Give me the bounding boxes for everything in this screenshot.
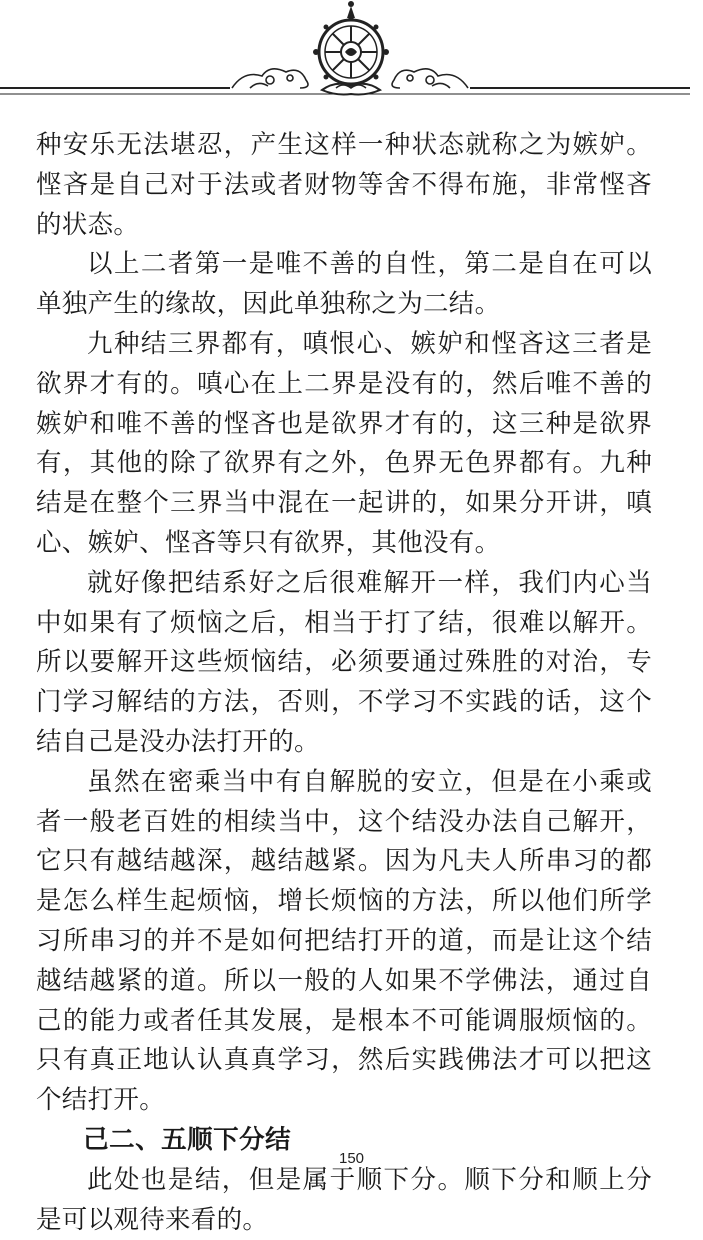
paragraph: 就好像把结系好之后很难解开一样，我们内心当中如果有了烦恼之后，相当于打了结，很难以解开。所以要解开这些烦恼结，必须要通过殊胜的对治，专门学习解结的方法，否则，不学习不实践的话，这个结自己是没办法打开的。 xyxy=(36,567,652,757)
paragraph: 此处也是结，但是属于顺下分。顺下分和顺上分是可以观待来看的。 xyxy=(36,1164,652,1235)
paragraph: 种安乐无法堪忍，产生这样一种状态就称之为嫉妒。悭吝是自己对于法或者财物等舍不得布施，非常悭吝的状态。 xyxy=(36,130,652,240)
page-number: 150 xyxy=(338,1150,365,1167)
page-header xyxy=(0,0,703,110)
paragraph: 以上二者第一是唯不善的自性，第二是自在可以单独产生的缘故，因此单独称之为二结。 xyxy=(36,249,652,320)
section-heading: 己二、五顺下分结 xyxy=(83,1124,292,1155)
paragraph: 虽然在密乘当中有自解脱的安立，但是在小乘或者一般老百姓的相续当中，这个结没办法自己解开，它只有越结越深，越结越紧。因为凡夫人所串习的都是怎么样生起烦恼，增长烦恼的方法，所以他们所学习所串习的并不是如何把结打开的道，而是让这个结越结越紧的道。所以一般的人如果不学佛法，通过自己的能力或者任其发展，是根本不可能调服烦恼的。只有真正地认认真真学习，然后实践佛法才可以把这个结打开。 xyxy=(36,766,652,1116)
right-cloud-ornament-icon xyxy=(392,69,468,88)
header-decoration xyxy=(0,0,703,110)
paragraph: 九种结三界都有，嗔恨心、嫉妒和悭吝这三者是欲界才有的。嗔心在上二界是没有的，然后唯不善的嫉妒和唯不善的悭吝也是欲界才有的，这三种是欲界有，其他的除了欲界有之外，色界无色界都有。九种结是在整个三界当中混在一起讲的，如果分开讲，嗔心、嫉妒、悭吝等只有欲界，其他没有。 xyxy=(36,328,652,558)
left-cloud-ornament-icon xyxy=(232,69,308,88)
body-text xyxy=(36,126,652,1240)
dharma-wheel-icon xyxy=(313,1,389,95)
